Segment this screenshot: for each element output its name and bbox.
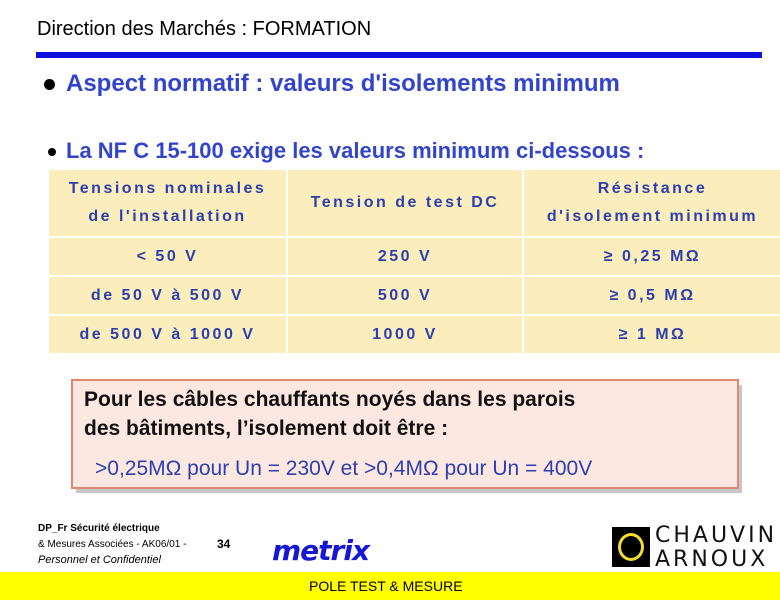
footer-doc-id: DP_Fr Sécurité électrique: [38, 523, 160, 534]
table-cell-test: 250 V: [288, 238, 524, 277]
table-cell-tension: de 500 V à 1000 V: [49, 316, 288, 355]
table-cell-resistance: ≥ 1 MΩ: [524, 316, 780, 355]
callout-box: [71, 379, 739, 489]
footer-confidential: Personnel et Confidentiel: [38, 554, 161, 566]
title-divider: [36, 52, 762, 58]
chauvin-arnoux-logo-icon: [612, 527, 650, 567]
metrix-logo-text: metrix: [272, 534, 370, 567]
header-line: d'isolement minimum: [546, 208, 759, 225]
table-cell-resistance: ≥ 0,5 MΩ: [524, 277, 780, 316]
callout-text: des bâtiments, l’isolement doit être :: [84, 417, 449, 440]
header-line: de l'installation: [88, 208, 247, 225]
table-cell-tension: de 50 V à 500 V: [49, 277, 288, 316]
table-header-test: Tension de test DC: [288, 170, 524, 238]
brand-name-line2: ARNOUX: [655, 547, 769, 572]
header-line: Résistance: [597, 180, 708, 197]
callout-text: Pour les câbles chauffants noyés dans les parois: [84, 388, 576, 411]
callout-values: >0,25MΩ pour Un = 230V et >0,4MΩ pour Un = 400V: [95, 457, 593, 480]
table-cell-tension: < 50 V: [49, 238, 288, 277]
brand-name-line1: CHAUVIN: [655, 523, 778, 548]
section-subheading: La NF C 15-100 exige les valeurs minimum ci-dessous :: [66, 138, 645, 163]
header-line: Tensions nominales: [68, 180, 267, 197]
insulation-table: [49, 170, 780, 355]
page-title: Direction des Marchés : FORMATION: [37, 18, 372, 40]
footer-doc-ref: & Mesures Associées - AK06/01 -: [38, 539, 187, 550]
bullet-dot-icon: [44, 79, 55, 90]
table-header-tension: [49, 170, 288, 238]
section-heading: Aspect normatif : valeurs d'isolements minimum: [66, 70, 620, 97]
footer-division-label: POLE TEST & MESURE: [309, 578, 463, 594]
table-cell-test: 500 V: [288, 277, 524, 316]
metrix-logo: [272, 534, 369, 567]
table-cell-test: 1000 V: [288, 316, 524, 355]
table-cell-resistance: ≥ 0,25 MΩ: [524, 238, 780, 277]
page-number: 34: [217, 537, 231, 551]
logo-ring-icon: [618, 533, 644, 561]
table-header-resistance: [524, 170, 780, 238]
bullet-dot-icon: [48, 148, 56, 156]
